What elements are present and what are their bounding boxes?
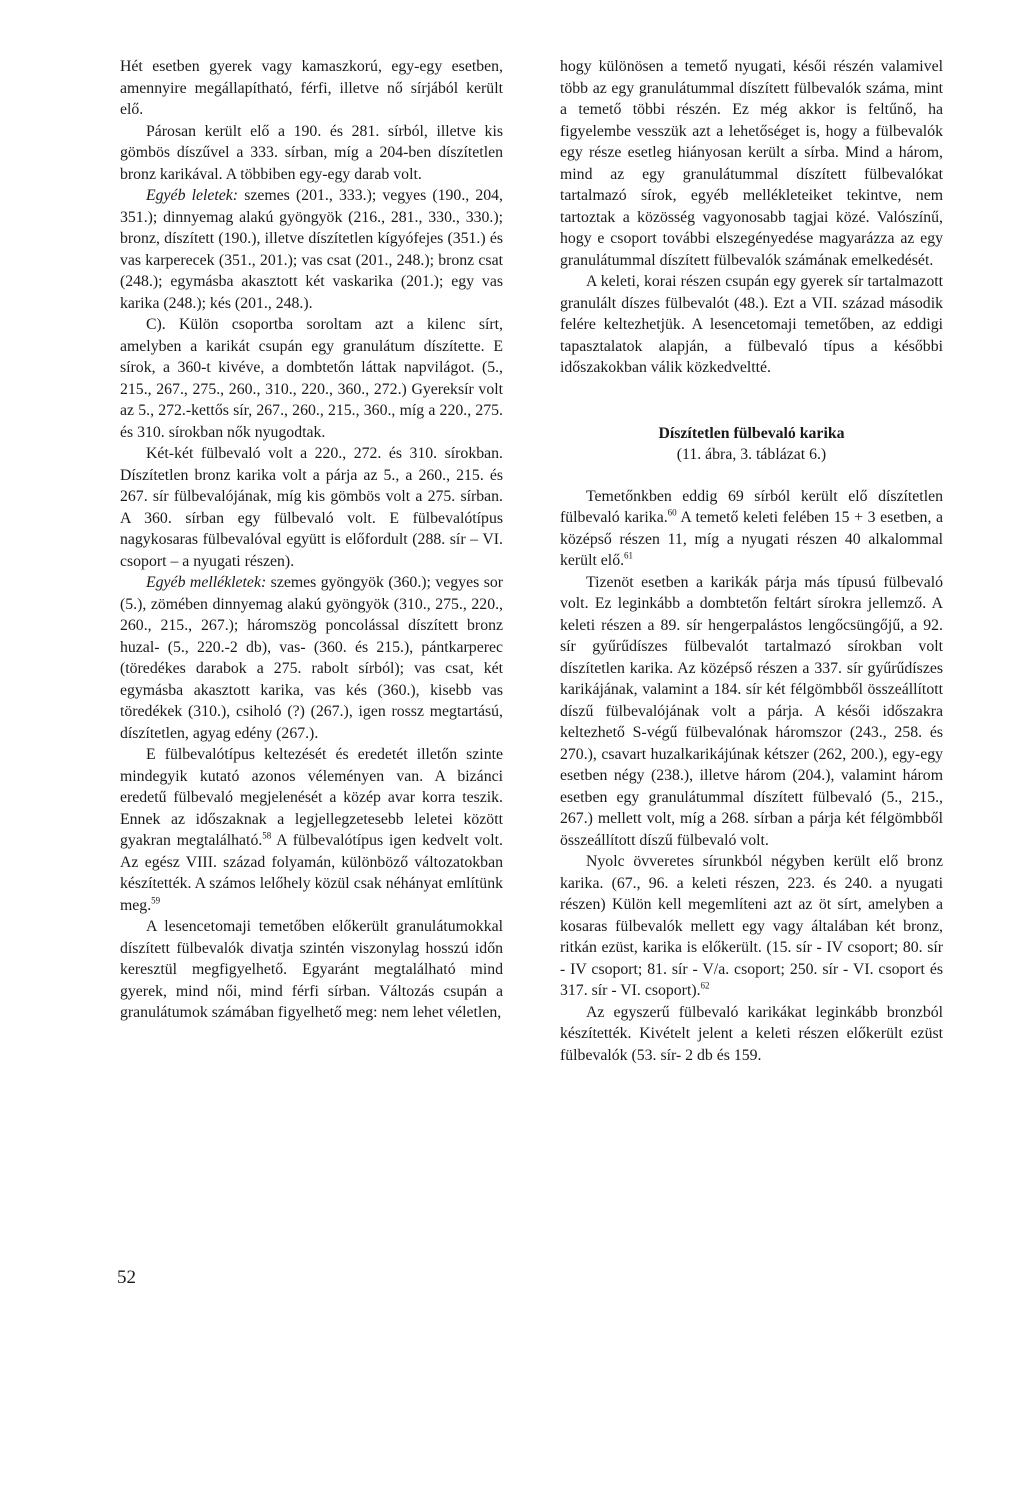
paragraph-text: Temetőnkben eddig 69 sírból került elő díszítetlen fülbevaló karika. — [560, 487, 943, 526]
footnote-ref: 61 — [624, 550, 634, 561]
paragraph-text: A temető keleti felében 15 + 3 esetben, a középső részen 11, míg a nyugati részen 40 alkalommal került elő. — [560, 509, 943, 569]
footnote-ref: 59 — [151, 895, 161, 906]
paragraph: Az egyszerű fülbevaló karikákat leginkább bronzból készítették. Kivételt jelent a keleti részen előkerült ezüst fülbevalók (53. sír- 2 db és 159. — [560, 1003, 943, 1064]
right-column — [560, 56, 943, 1066]
section-subheading: (11. ábra, 3. táblázat 6.) — [676, 446, 827, 463]
paragraph — [120, 744, 503, 916]
paragraph: Hét esetben gyerek vagy kamaszkorú, egy-egy esetben, amennyire megállapítható, férfi, illetve nő sírjából került elő. — [120, 58, 503, 118]
paragraph-text: szemes (201., 333.); vegyes (190., 204, 351.); dinnyemag alakú gyöngyök (216., 281., 330., 330.); bronz, díszített (190.), illetve díszítetlen kígyófejes (351.) és vas karperecek (351., 201.); vas csat (201., 248.); bronz csat (248.); egymásba akasztott két vaskarika (201.); egy vas karika (248.); kés (201., 248.). — [120, 187, 503, 312]
left-column — [120, 56, 503, 1024]
paragraph: Tizenöt esetben a karikák párja más típusú fülbevaló volt. Ez leginkább a dombtetőn feltárt sírokra jellemző. A keleti részen a 89. sír hengerpalástos lengőcsüngőjű, a 92. sír gyűrűdíszes fülbevalót tartalmazó sírokban volt díszítetlen karika. Az középső részen a 337. sír gyűrűdíszes karikájának, valamint a 184. sír két félgömbből összeállított díszű fülbevalójának volt a párja. A késői időszakra keltezhető S-végű fülbevalónak háromszor (243., 258. és 270.), csavart huzalkarikájúnak kétszer (262, 200.), egy-egy esetben négy (238.), illetve három (204.), valamint három esetben egy granulátummal díszített fülbevaló (5., 215., 267.) mellett volt, míg a 268. sírban a párja két félgömbből összeállított díszű fülbevaló volt. — [560, 573, 943, 849]
paragraph: C). Külön csoportba soroltam azt a kilenc sírt, amelyben a karikát csupán egy granulátum díszítette. E sírok, a 360-t kivéve, a dombtetőn láttak napvilágot. (5., 215., 267., 275., 260., 310., 220., 360., 272.) Gyereksír volt az 5., 272.-kettős sír, 267., 260., 215., 360., míg a 220., 275. és 310. sírokban nők nyugodtak. — [120, 316, 503, 441]
paragraph: A lesencetomaji temetőben előkerült granulátumokkal díszített fülbevalók divatja szintén viszonylag hosszú időn keresztül megfigyelhető. Egyaránt megtalálható mind gyerek, mind női, mind férfi sírban. Változás csupán a granulátumok számában figyelhető meg: nem lehet véletlen, — [120, 918, 503, 1021]
paragraph — [560, 486, 943, 572]
footnote-ref: 60 — [667, 507, 677, 518]
paragraph-text: Nyolc övveretes sírunkból négyben került elő bronz karika. (67., 96. a keleti részen, 223. és 240. a nyugati részen) Külön kell megemlíteni azt az öt sírt, amelyben a kosaras fülbevalók mellett egy vagy általában két bronz, ritkán ezüst, karika is előkerült. (15. sír - IV csoport; 80. sír - IV csoport; 81. sír - V/a. csoport; 250. sír - VI. csoport és 317. sír - VI. csoport). — [560, 853, 943, 999]
paragraph-text: E fülbevalótípus keltezését és eredetét illetőn szinte mindegyik kutató azonos véleményen van. A bizánci eredetű fülbevaló megjelenését a közép avar korra teszik. Ennek az időszaknak a legjellegzetesebb leletei között gyakran megtalálható. — [120, 746, 503, 849]
italic-label: Egyéb leletek: — [146, 187, 239, 204]
paragraph — [560, 851, 943, 1002]
paragraph: hogy különösen a temető nyugati, késői részén valamivel több az egy granulátummal díszített fülbevalók száma, mint a temető többi részén. Ez még akkor is feltűnő, ha figyelembe vesszük azt a lehetőséget is, hogy a fülbevalók egy része esetleg hiányosan került a sírba. Mind a három, mind az egy granulátummal díszített fülbevalókat tartalmazó sírok, egyéb mellékleteiket tekintve, nem tartoztak a közösség vagyonosabb tagjai közé. Valószínű, hogy e csoport további elszegényedése magyarázza az egy granulátummal díszített fülbevalók számának emelkedését. — [560, 58, 943, 269]
footnote-ref: 58 — [262, 830, 272, 841]
italic-label: Egyéb mellékletek: — [146, 574, 267, 591]
page-number: 52 — [117, 1267, 136, 1288]
section-heading: Díszítetlen fülbevaló karika — [658, 424, 845, 442]
paragraph — [120, 185, 503, 314]
paragraph-text: A fülbevalótípus igen kedvelt volt. Az egész VIII. század folyamán, különböző változatokban készítették. A számos lelőhely közül csak néhányat említünk meg. — [120, 832, 503, 914]
paragraph — [120, 572, 503, 744]
paragraph: Párosan került elő a 190. és 281. sírból, illetve kis gömbös díszűvel a 333. sírban, míg a 204-ben díszítetlen bronz karikával. A többiben egy-egy darab volt. — [120, 122, 503, 183]
paragraph-text: szemes gyöngyök (360.); vegyes sor (5.), zömében dinnyemag alakú gyöngyök (310., 275., 220., 260., 215., 267.); háromszög poncolással díszített bronz huzal- (5., 220.-2 db), vas- (360. és 215.), pántkarperec (töredékes darabok a 275. rabolt sírból); vas csat, két egymásba akasztott karika, vas kés (360.), kisebb vas töredékek (310.), csiholó (?) (267.), igen rossz megtartású, díszítetlen, agyag edény (267.). — [120, 574, 503, 742]
paragraph: Két-két fülbevaló volt a 220., 272. és 310. sírokban. Díszítetlen bronz karika volt a párja az 5., a 260., 215. és 267. sír fülbevalójának, míg kis gömbös volt a 275. sírban. A 360. sírban egy fülbevaló volt. E fülbevalótípus nagykosaras fülbevalóval együtt is előfordult (288. sír – VI. csoport – a nyugati részen). — [120, 445, 503, 570]
paragraph: A keleti, korai részen csupán egy gyerek sír tartalmazott granulált díszes fülbevalót (48.). Ezt a VII. század második felére keltezhetjük. A lesencetomaji temetőben, az eddigi tapasztalatok alapján, a fülbevaló típus a későbbi időszakokban válik közkedveltté. — [560, 273, 943, 376]
footnote-ref: 62 — [700, 980, 710, 991]
